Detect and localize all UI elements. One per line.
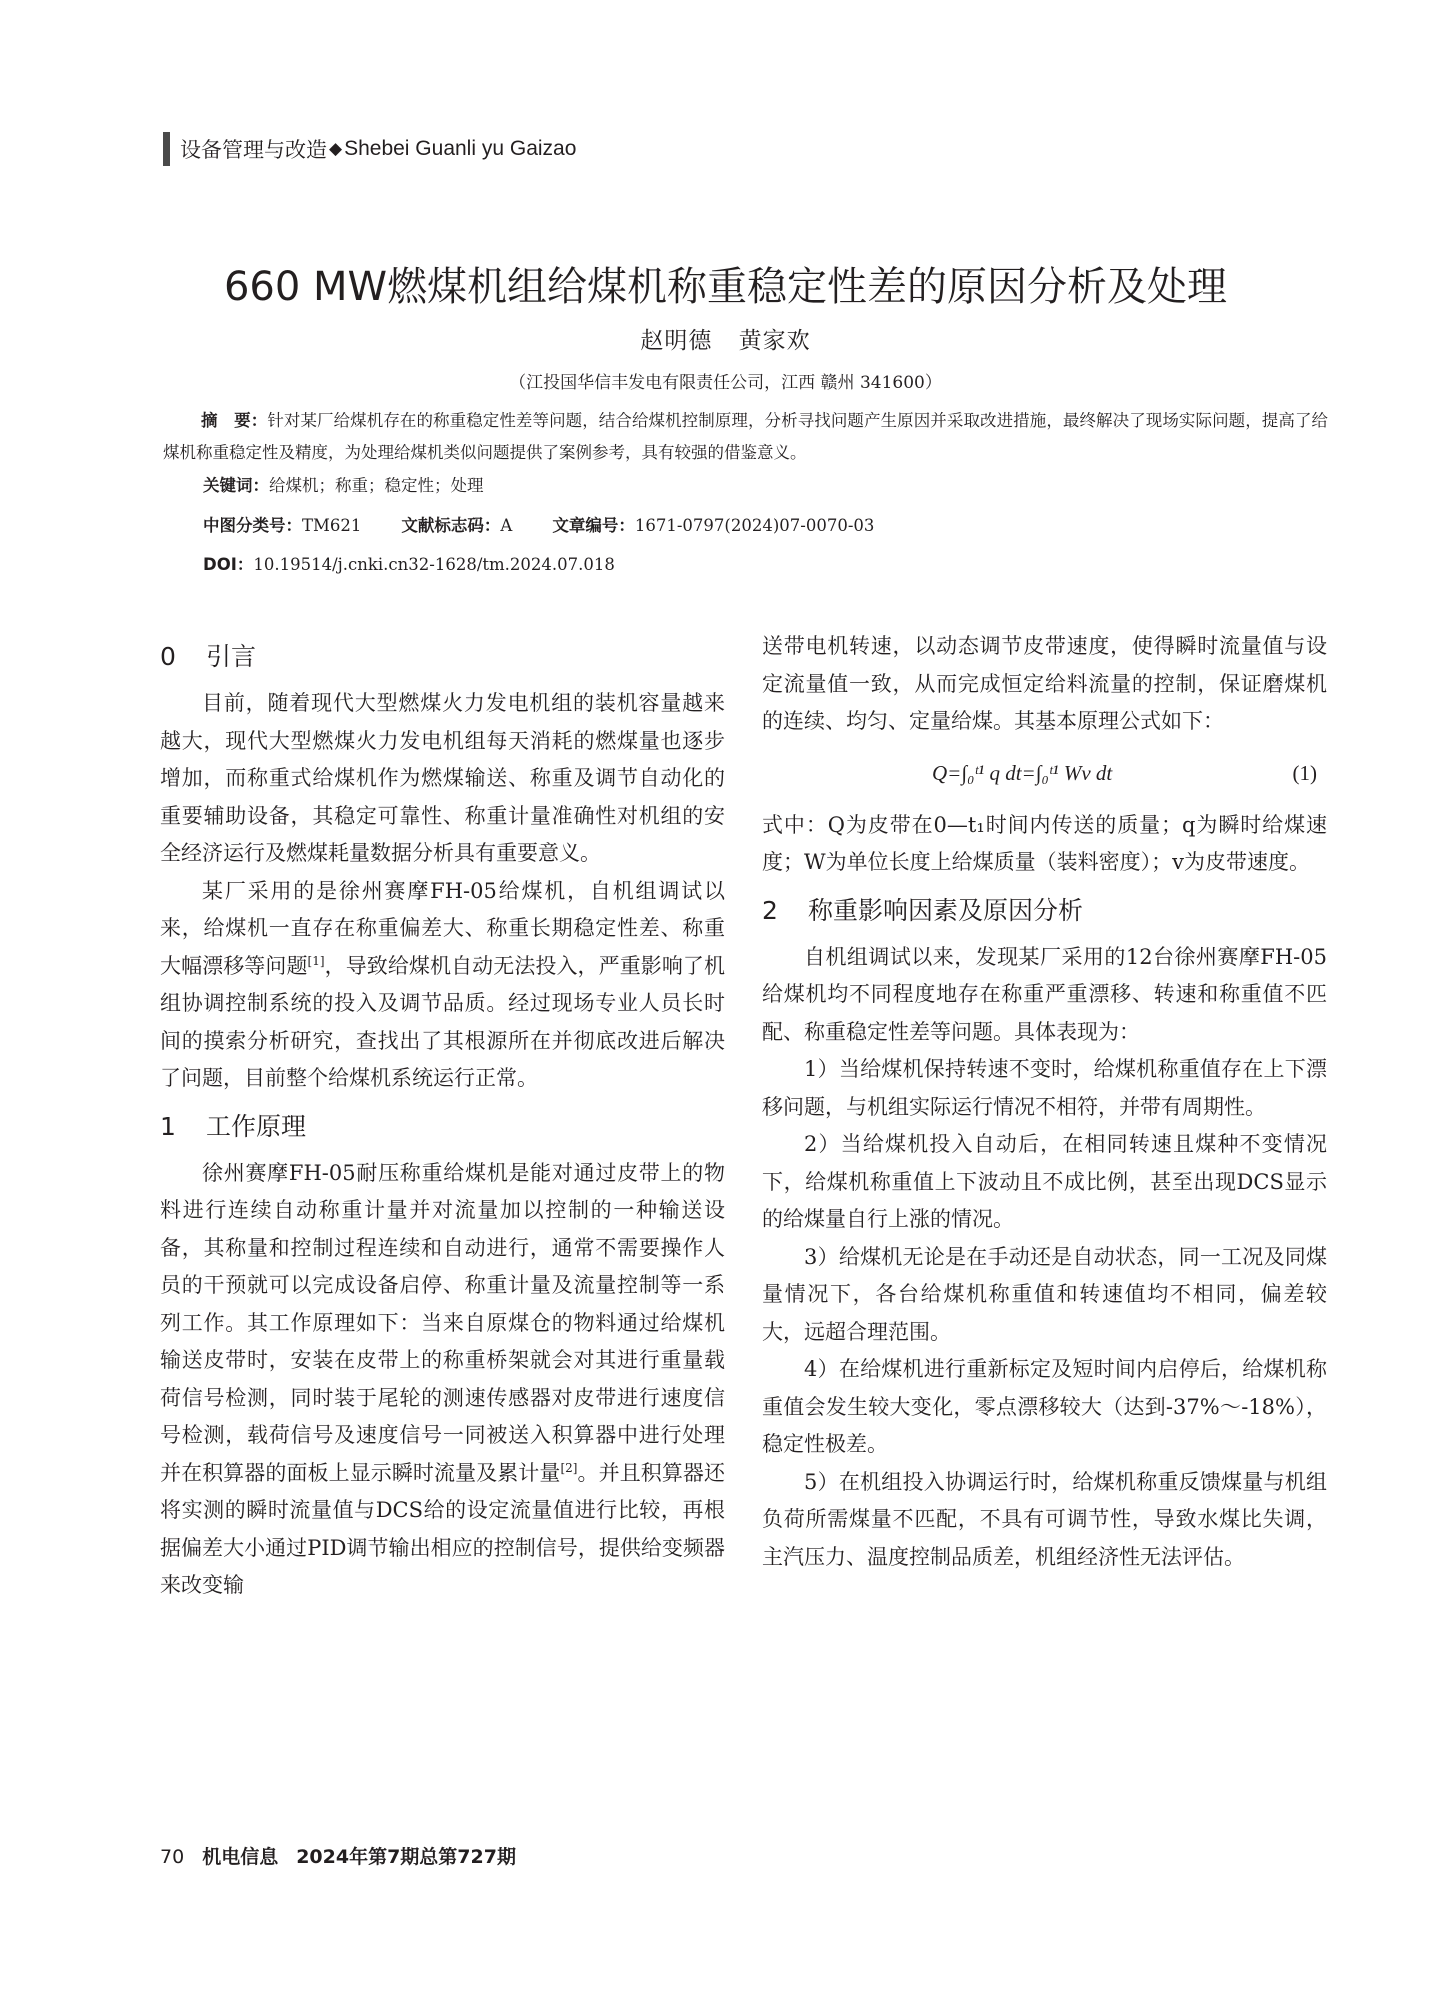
header-bar bbox=[163, 132, 170, 166]
doc-code-label: 文献标志码： bbox=[401, 516, 501, 535]
classification-line bbox=[203, 512, 874, 536]
article-title: 660 MW燃煤机组给煤机称重稳定性差的原因分析及处理 bbox=[223, 264, 1228, 310]
diamond-icon: ◆ bbox=[329, 139, 343, 158]
paragraph: 徐州赛摩FH-05耐压称重给煤机是能对通过皮带上的物料进行连续自动称重计量并对流量加以控制的一种输送设备，其称量和控制过程连续和自动进行，通常不需要操作人员的干预就可以完成设备启停、称重计量及流量控制等一系列工作。其工作原理如下：当来自原煤仓的物料通过给煤机输送皮带时，安装在皮带上的称重桥架就会对其进行重量载荷信号检测，同时装于尾轮的测速传感器对皮带进行速度信号检测，载荷信号及速度信号一同被送入积算器中进行处理并在积算器的面板上显示瞬时流量及累计量[2]。并且积算器还将实测的瞬时流量值与DCS给的设定流量值进行比较，再根据偏差大小通过PID调节输出相应的控制信号，提供给变频器来改变输 bbox=[160, 1160, 726, 1597]
paragraph: 式中：Q为皮带在0—t₁时间内传送的质量；q为瞬时给煤速度；W为单位长度上给煤质量（装料密度）；v为皮带速度。 bbox=[762, 812, 1327, 874]
equation-expression: Q=∫₀ᵗ¹ q dt=∫₀ᵗ¹ Wv dt bbox=[932, 760, 1113, 785]
header-section-pinyin: Shebei Guanli yu Gaizao bbox=[344, 137, 577, 160]
citation-ref: [1] bbox=[307, 953, 325, 968]
doc-code-value: A bbox=[500, 516, 513, 535]
authors: 赵明德 黄家欢 bbox=[640, 328, 811, 354]
doi-value: 10.19514/j.cnki.cn32-1628/tm.2024.07.018 bbox=[253, 555, 615, 574]
keywords bbox=[203, 472, 484, 496]
list-item: 5）在机组投入协调运行时，给煤机称重反馈煤量与机组负荷所需煤量不匹配，不具有可调节性，导致水煤比失调，主汽压力、温度控制品质差，机组经济性无法评估。 bbox=[762, 1469, 1327, 1569]
right-column bbox=[762, 628, 1327, 1576]
affiliation: （江投国华信丰发电有限责任公司，江西 赣州 341600） bbox=[509, 373, 942, 393]
keywords-text: 给煤机；称重；稳定性；处理 bbox=[269, 476, 484, 495]
list-item: 1）当给煤机保持转速不变时，给煤机称重值存在上下漂移问题，与机组实际运行情况不相符，并带有周期性。 bbox=[762, 1057, 1327, 1119]
issue-info: 2024年第7期总第727期 bbox=[296, 1846, 516, 1868]
paragraph: 自机组调试以来，发现某厂采用的12台徐州赛摩FH-05给煤机均不同程度地存在称重严重漂移、转速和称重值不匹配、称重稳定性差等问题。具体表现为： bbox=[762, 944, 1327, 1044]
section-1-heading: 1 工作原理 bbox=[160, 1111, 307, 1141]
section-2-heading: 2 称重影响因素及原因分析 bbox=[762, 895, 1084, 925]
abstract-label: 摘 要： bbox=[201, 411, 268, 430]
keywords-label: 关键词： bbox=[203, 476, 269, 495]
paragraph: 送带电机转速，以动态调节皮带速度，使得瞬时流量值与设定流量值一致，从而完成恒定给料流量的控制，保证磨煤机的连续、均匀、定量给煤。其基本原理公式如下： bbox=[762, 634, 1327, 733]
running-header bbox=[163, 132, 576, 166]
article-number-value: 1671-0797(2024)07-0070-03 bbox=[634, 516, 875, 535]
list-item: 3）给煤机无论是在手动还是自动状态，同一工况及同煤量情况下，各台给煤机称重值和转速值均不相同，偏差较大，远超合理范围。 bbox=[762, 1244, 1327, 1344]
paragraph: 目前，随着现代大型燃煤火力发电机组的装机容量越来越大，现代大型燃煤火力发电机组每天消耗的燃煤量也逐步增加，而称重式给煤机作为燃煤输送、称重及调节自动化的重要辅助设备，其稳定可靠性、称重计量准确性对机组的安全经济运行及燃煤耗量数据分析具有重要意义。 bbox=[160, 691, 725, 865]
page-footer bbox=[160, 1842, 516, 1869]
citation-ref: [2] bbox=[560, 1460, 578, 1475]
clc-label: 中图分类号： bbox=[203, 516, 302, 535]
left-column bbox=[160, 628, 725, 1605]
clc-value: TM621 bbox=[302, 516, 362, 535]
equation-number: (1) bbox=[1292, 760, 1317, 785]
doi-line bbox=[203, 551, 615, 575]
page-number: 70 bbox=[160, 1846, 185, 1868]
equation-1 bbox=[762, 741, 1327, 807]
section-0-heading: 0 引言 bbox=[160, 642, 257, 671]
list-item: 2）当给煤机投入自动后，在相同转速且煤种不变情况下，给煤机称重值上下波动且不成比例，甚至出现DCS显示的给煤量自行上涨的情况。 bbox=[762, 1132, 1327, 1231]
abstract-text: 针对某厂给煤机存在的称重稳定性差等问题，结合给煤机控制原理，分析寻找问题产生原因并采取改进措施，最终解决了现场实际问题，提高了给煤机称重稳定性及精度，为处理给煤机类似问题提供了案例参考，具有较强的借鉴意义。 bbox=[163, 411, 1329, 462]
article-number-label: 文章编号： bbox=[552, 516, 635, 535]
paragraph: 某厂采用的是徐州赛摩FH-05给煤机，自机组调试以来，给煤机一直存在称重偏差大、称重长期稳定性差、称重大幅漂移等问题[1]，导致给煤机自动无法投入，严重影响了机组协调控制系统的投入及调节品质。经过现场专业人员长时间的摸索分析研究，查找出了其根源所在并彻底改进后解决了问题，目前整个给煤机系统运行正常。 bbox=[160, 878, 726, 1090]
list-item: 4）在给煤机进行重新标定及短时间内启停后，给煤机称重值会发生较大变化，零点漂移较大（达到-37%～-18%），稳定性极差。 bbox=[762, 1357, 1327, 1456]
header-section-cn: 设备管理与改造 bbox=[180, 139, 327, 162]
doi-label: DOI： bbox=[203, 555, 254, 574]
abstract bbox=[163, 405, 1328, 469]
journal-name: 机电信息 bbox=[202, 1846, 279, 1868]
